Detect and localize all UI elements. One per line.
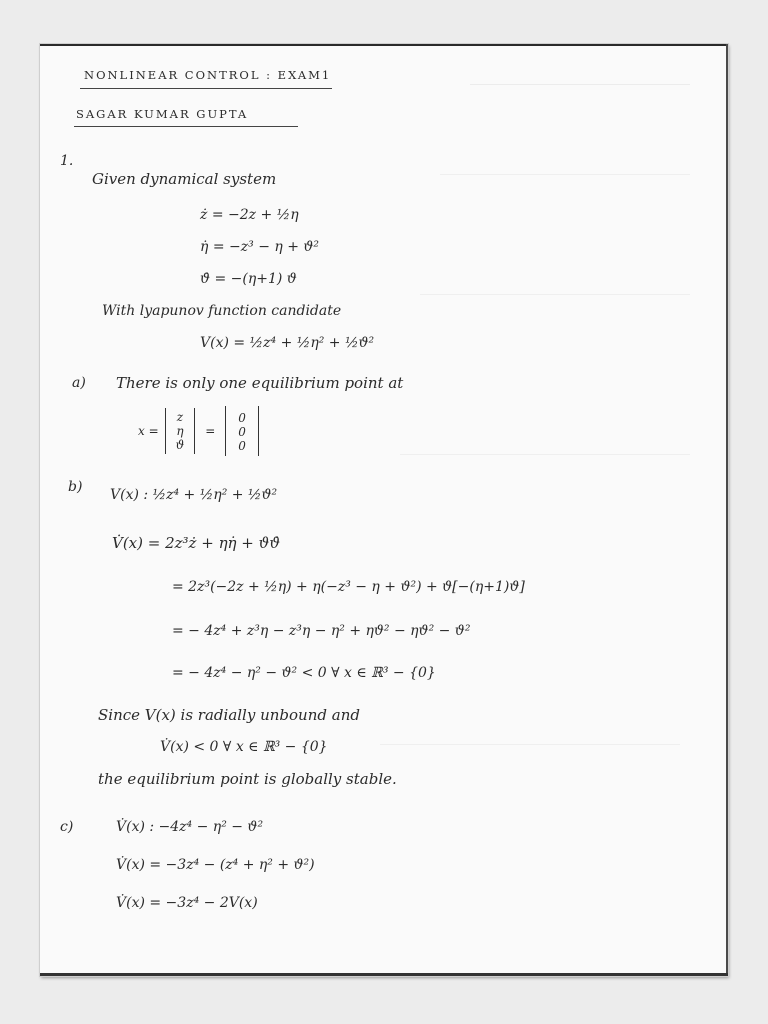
equation-z-dot: ż = −2z + ½η [200, 207, 299, 223]
part-b-substitution: = 2z³(−2z + ½η) + η(−z³ − η + ϑ²) + ϑ[−(η+1)ϑ] [172, 579, 525, 595]
zero-vector-entry: 0 [238, 439, 246, 453]
bleed-through-stroke [440, 174, 690, 175]
part-b-since: Since V(x) is radially unbound and [98, 706, 360, 724]
part-b-label: b) [68, 479, 83, 495]
part-c-label: c) [60, 819, 74, 835]
state-vector-entry: η [176, 424, 184, 438]
author-underline [74, 126, 298, 127]
part-a-statement: There is only one equilibrium point at [116, 374, 404, 392]
problem-intro: Given dynamical system [92, 170, 277, 188]
part-c-line2: V̇(x) = −3z⁴ − (z⁴ + η² + ϑ²) [116, 857, 315, 873]
part-b-lyapunov: V(x) : ½z⁴ + ½η² + ½ϑ² [110, 487, 278, 503]
sheet-top-edge [40, 44, 728, 46]
bleed-through-stroke [380, 744, 680, 745]
state-vector-entry: ϑ [175, 438, 185, 452]
lyapunov-definition: V(x) = ½z⁴ + ½η² + ½ϑ² [200, 335, 375, 351]
part-b-negative-definite: V̇(x) < 0 ∀ x ∈ ℝ³ − {0} [160, 739, 328, 755]
part-b-expansion: = − 4z⁴ + z³η − z³η − η² + ηϑ² − ηϑ² − ϑ² [172, 623, 471, 639]
exam-title: NONLINEAR CONTROL : EXAM1 [84, 68, 332, 82]
exam-sheet [40, 44, 728, 976]
part-b-derivative: V̇(x) = 2z³ż + ηη̇ + ϑϑ̇ [112, 534, 281, 552]
state-vector [165, 408, 196, 454]
equilibrium-vector-equation [138, 406, 259, 456]
zero-vector-entry: 0 [238, 411, 246, 425]
vector-equals: = [205, 424, 216, 438]
part-b-result: = − 4z⁴ − η² − ϑ² < 0 ∀ x ∈ ℝ³ − {0} [172, 665, 436, 681]
problem-number: 1. [60, 153, 74, 169]
bleed-through-stroke [400, 454, 690, 455]
title-underline [80, 88, 332, 89]
equation-theta-dot: ϑ̇ = −(η+1) ϑ [200, 271, 297, 287]
zero-vector [225, 406, 259, 456]
sheet-right-edge [726, 44, 728, 976]
zero-vector-entry: 0 [238, 425, 246, 439]
part-c-line3: V̇(x) = −3z⁴ − 2V(x) [116, 895, 258, 911]
part-c-line1: V̇(x) : −4z⁴ − η² − ϑ² [116, 819, 264, 835]
state-vector-entry: z [176, 410, 184, 424]
bleed-through-stroke [420, 294, 690, 295]
lyapunov-intro: With lyapunov function candidate [102, 303, 342, 319]
bleed-through-stroke [470, 84, 690, 85]
equation-eta-dot: η̇ = −z³ − η + ϑ² [200, 239, 320, 255]
part-a-label: a) [72, 375, 86, 391]
state-vector-label: x = [138, 424, 159, 438]
sheet-bottom-edge [40, 973, 728, 976]
author-name: SAGAR KUMAR GUPTA [76, 107, 249, 121]
part-b-conclusion: the equilibrium point is globally stable. [98, 770, 397, 788]
